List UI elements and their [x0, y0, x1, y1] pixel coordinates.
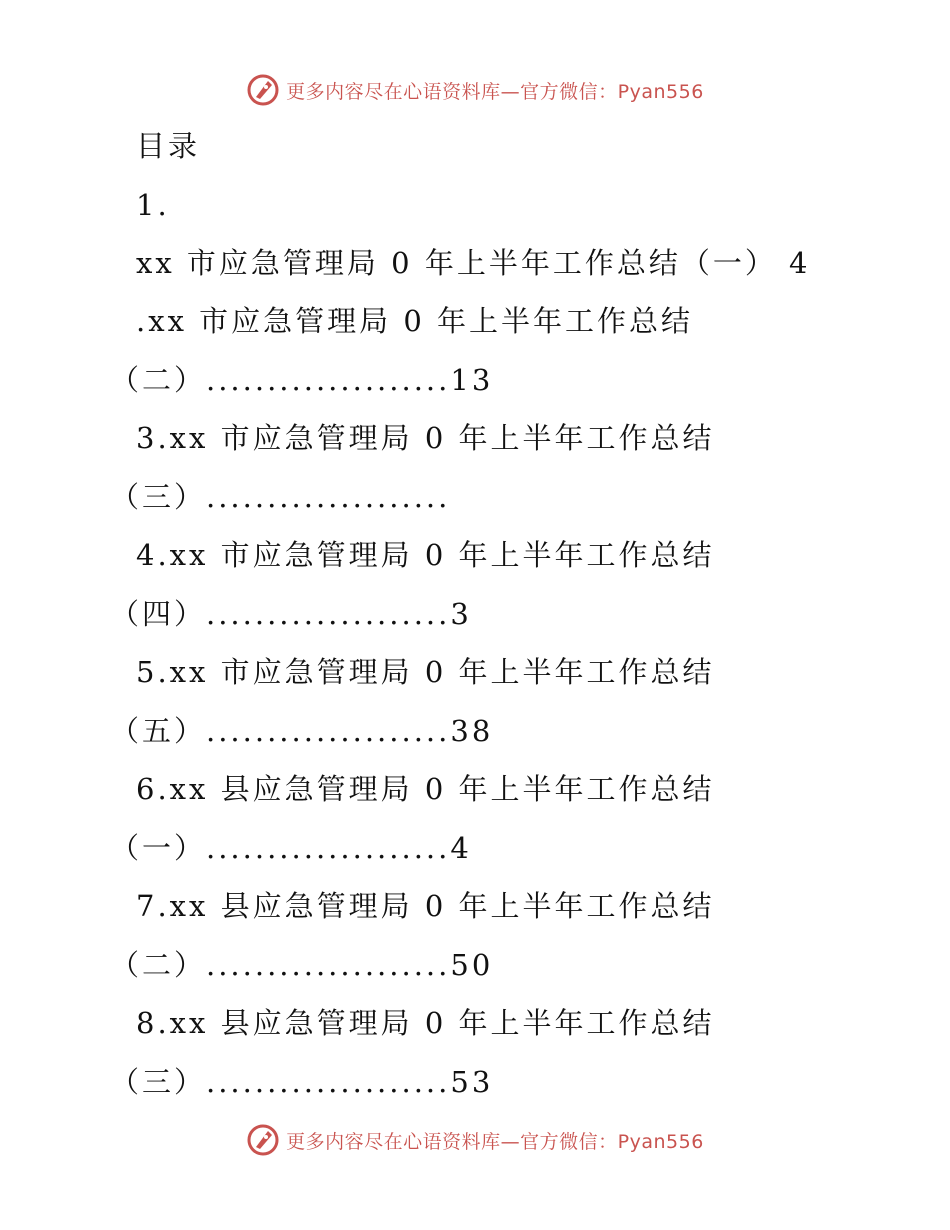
toc-line: 6.xx 县应急管理局 0 年上半年工作总结 — [136, 772, 715, 806]
toc-title: 目录 — [136, 129, 201, 163]
toc-line: .xx 市应急管理局 0 年上半年工作总结 — [136, 304, 694, 338]
pen-nib-logo-icon — [246, 1123, 280, 1157]
footer-watermark — [0, 1120, 950, 1160]
toc-line: 7.xx 县应急管理局 0 年上半年工作总结 — [136, 889, 715, 923]
toc-line: （一）....................4 — [110, 831, 472, 865]
toc-line: （三）....................53 — [110, 1065, 494, 1099]
toc-line: （二）....................50 — [110, 948, 494, 982]
toc-line: 3.xx 市应急管理局 0 年上半年工作总结 — [136, 421, 715, 455]
toc-line: （三）.................... — [110, 480, 451, 514]
toc-line: 5.xx 市应急管理局 0 年上半年工作总结 — [136, 655, 715, 689]
toc-line: xx 市应急管理局 0 年上半年工作总结（一） 4 — [136, 246, 811, 280]
watermark-text: 更多内容尽在心语资料库—官方微信：Pyan556 — [286, 80, 704, 103]
pen-nib-logo-icon — [246, 73, 280, 107]
toc-line: 1. — [136, 188, 170, 222]
toc-line: （四）....................3 — [110, 597, 472, 631]
watermark-text: 更多内容尽在心语资料库—官方微信：Pyan556 — [286, 1130, 704, 1153]
toc-line: 8.xx 县应急管理局 0 年上半年工作总结 — [136, 1006, 715, 1040]
toc-line: （五）....................38 — [110, 714, 494, 748]
header-watermark — [0, 70, 950, 110]
toc-line: （二）....................13 — [110, 363, 494, 397]
toc-line: 4.xx 市应急管理局 0 年上半年工作总结 — [136, 538, 715, 572]
